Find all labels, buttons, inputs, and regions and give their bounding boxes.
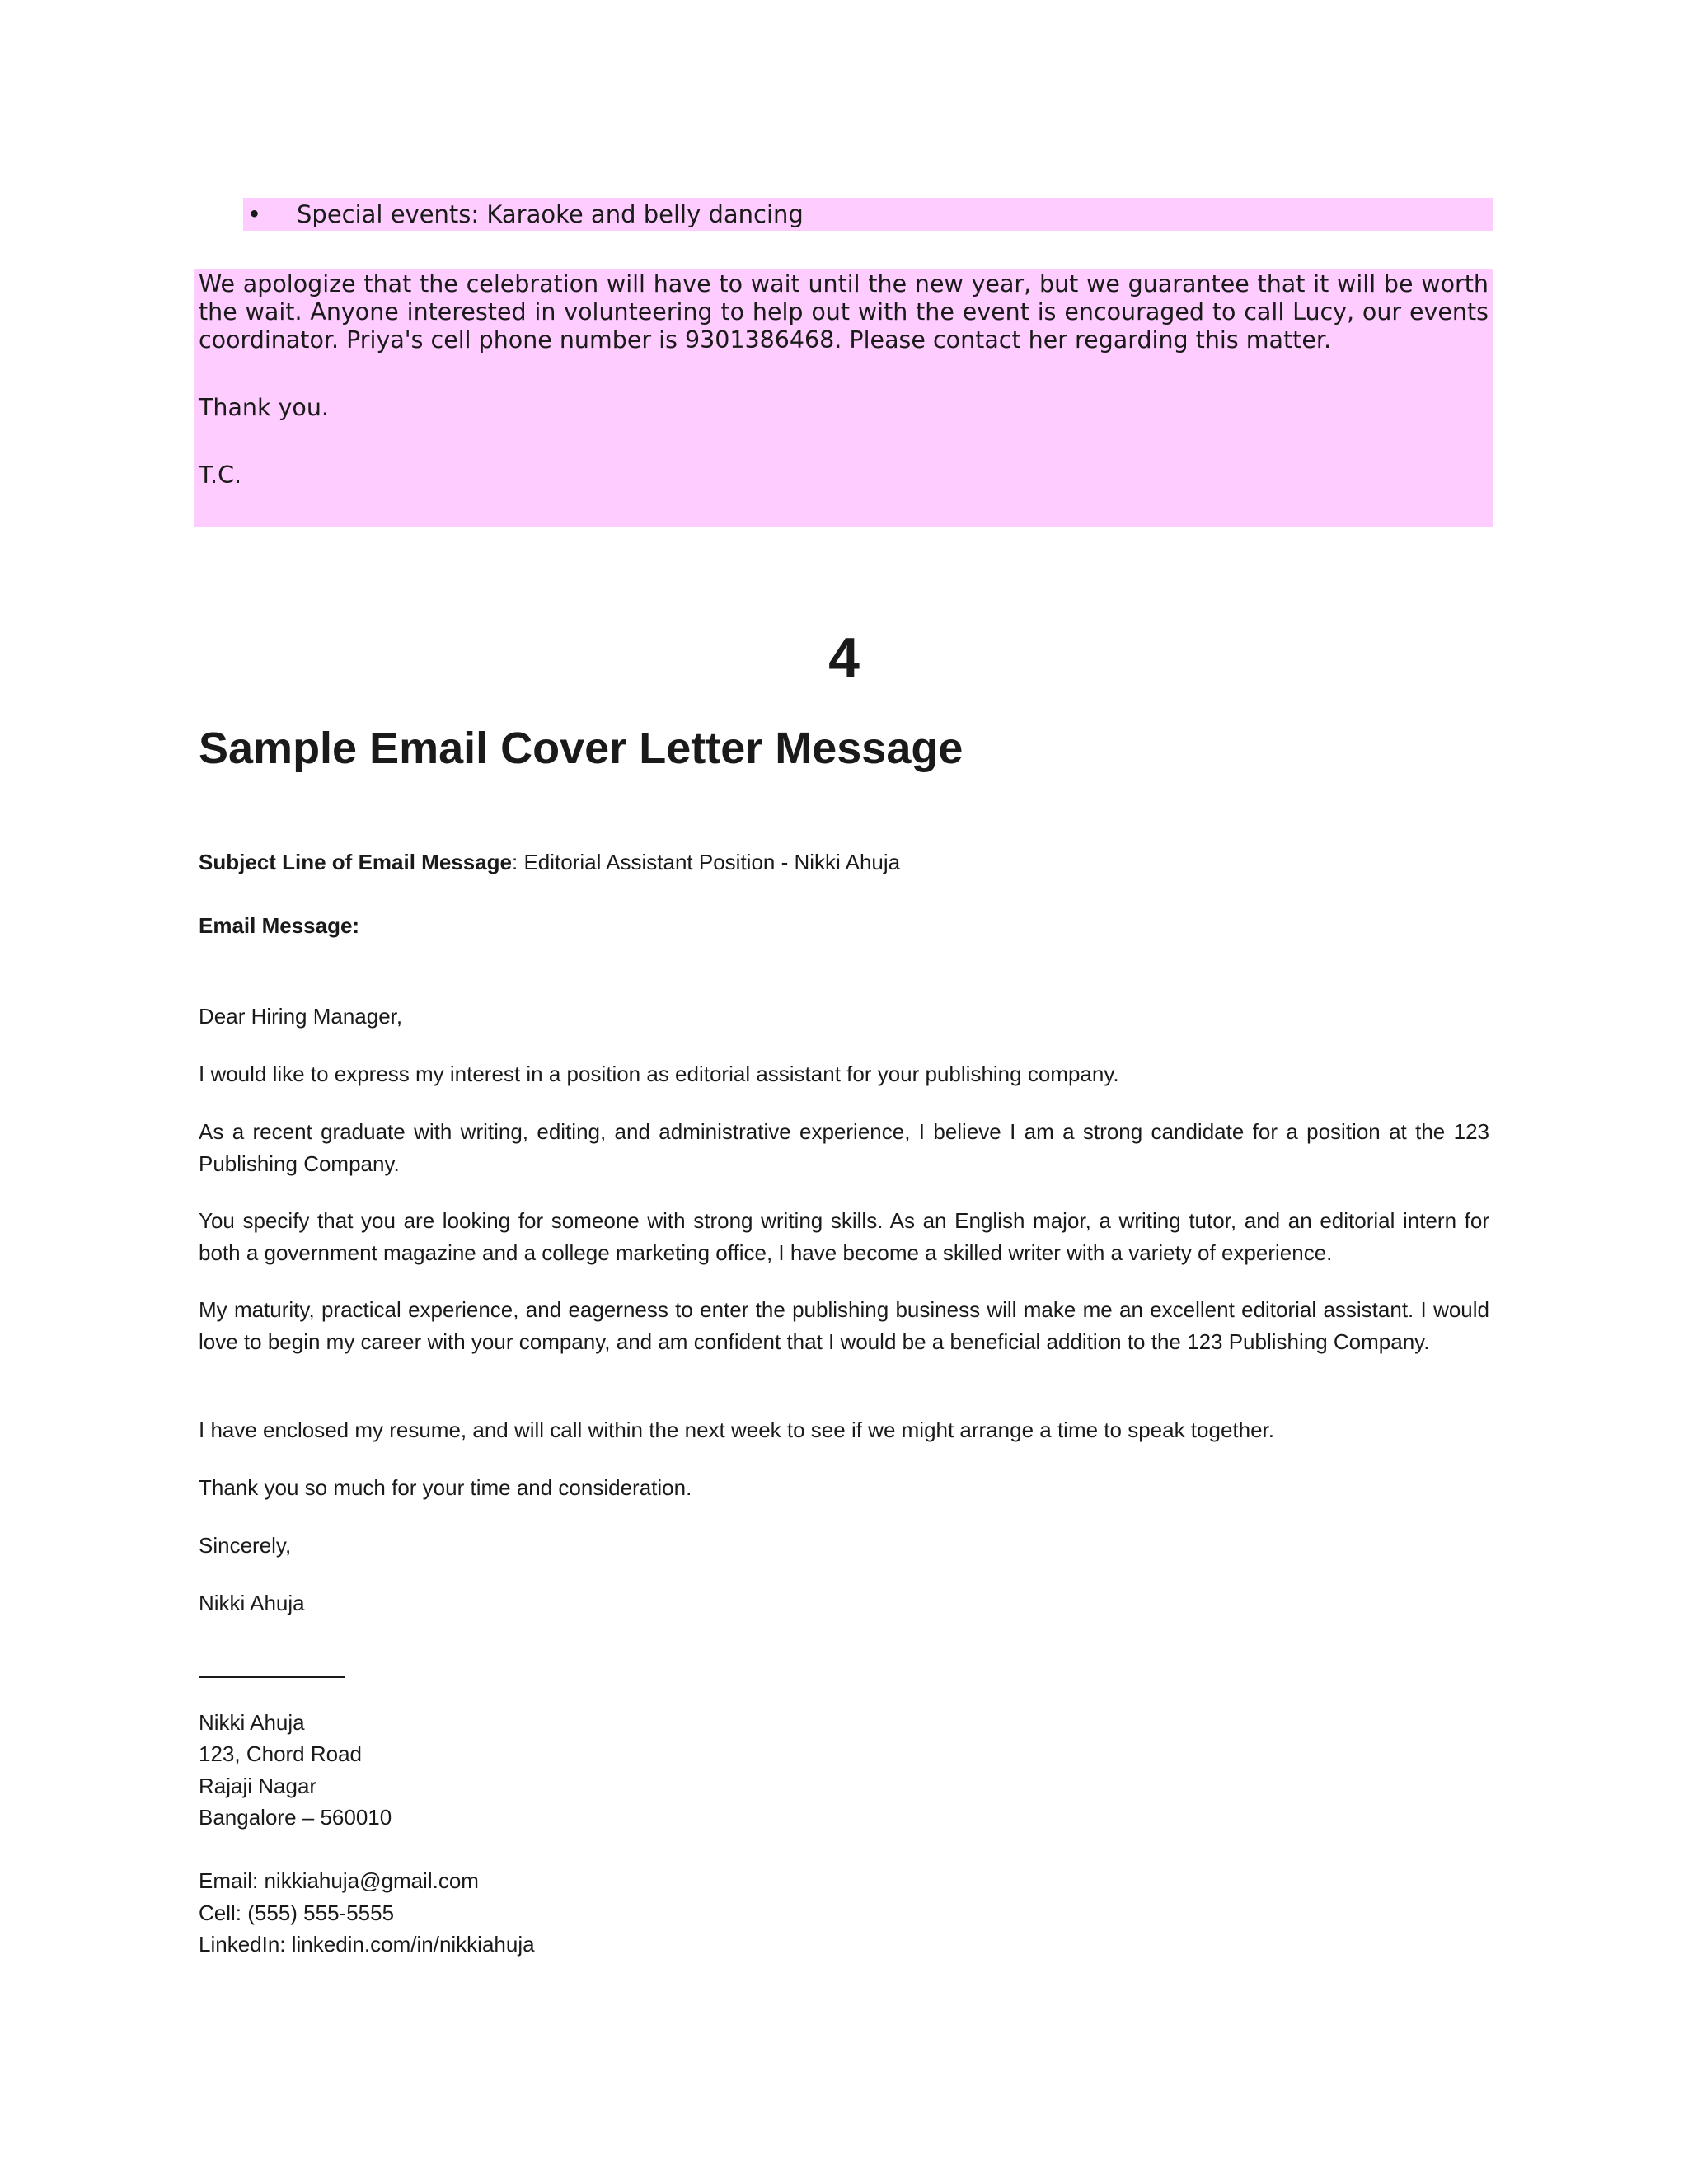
greeting: Dear Hiring Manager, — [199, 1004, 403, 1029]
section-heading: Sample Email Cover Letter Message — [199, 724, 964, 773]
contact-address-line2: Rajaji Nagar — [199, 1774, 317, 1798]
bullet-item — [247, 199, 804, 229]
email-message-label: Email Message: — [199, 913, 360, 938]
paragraph-1: I would like to express my interest in a position as editorial assistant for your publishing company. — [199, 1062, 1119, 1086]
bullet-text: Special events: Karaoke and belly dancing — [297, 200, 804, 228]
contact-address-line3: Bangalore – 560010 — [199, 1805, 392, 1830]
bullet-symbol: • — [247, 200, 262, 228]
closing: Sincerely, — [199, 1533, 292, 1558]
contact-cell: Cell: (555) 555-5555 — [199, 1900, 395, 1925]
notice-thanks: Thank you. — [199, 394, 329, 421]
notice-signoff: T.C. — [199, 462, 242, 489]
contact-name: Nikki Ahuja — [199, 1710, 305, 1735]
subject-value: : Editorial Assistant Position - Nikki Ahuja — [512, 850, 901, 874]
paragraph-6: Thank you so much for your time and consideration. — [199, 1475, 692, 1500]
paragraph-4: My maturity, practical experience, and eagerness to enter the publishing business will make me an excellent editorial assistant. I would love to begin my career with your company, and am confident that I would be a beneficial addition to the 123 Publishing Company. — [199, 1297, 1489, 1354]
signature-name: Nikki Ahuja — [199, 1591, 305, 1615]
paragraph-3: You specify that you are looking for someone with strong writing skills. As an English major, a writing tutor, and an editorial intern for both a government magazine and a college marketing office, I have become a skilled writer with a variety of experience. — [199, 1208, 1489, 1265]
subject-label: Subject Line of Email Message — [199, 850, 512, 874]
subject-line — [199, 846, 1489, 879]
notice-paragraph: We apologize that the celebration will have to wait until the new year, but we guarantee that it will be worth the wait. Anyone interested in volunteering to help out with the event is encouraged to call Lucy, our events coordinator. Priya's cell phone number is 9301386468. Please contact her regarding this matter. — [199, 270, 1489, 354]
contact-email: Email: nikkiahuja@gmail.com — [199, 1868, 479, 1893]
contact-linkedin: LinkedIn: linkedin.com/in/nikkiahuja — [199, 1932, 535, 1957]
contact-address-line1: 123, Chord Road — [199, 1741, 363, 1766]
paragraph-5: I have enclosed my resume, and will call within the next week to see if we might arrange a time to speak together. — [199, 1418, 1275, 1442]
paragraph-2: As a recent graduate with writing, editing, and administrative experience, I believe I am a strong candidate for a position at the 123 Publishing Company. — [199, 1119, 1489, 1176]
section-number: 4 — [828, 626, 860, 689]
signature-rule — [199, 1676, 345, 1678]
